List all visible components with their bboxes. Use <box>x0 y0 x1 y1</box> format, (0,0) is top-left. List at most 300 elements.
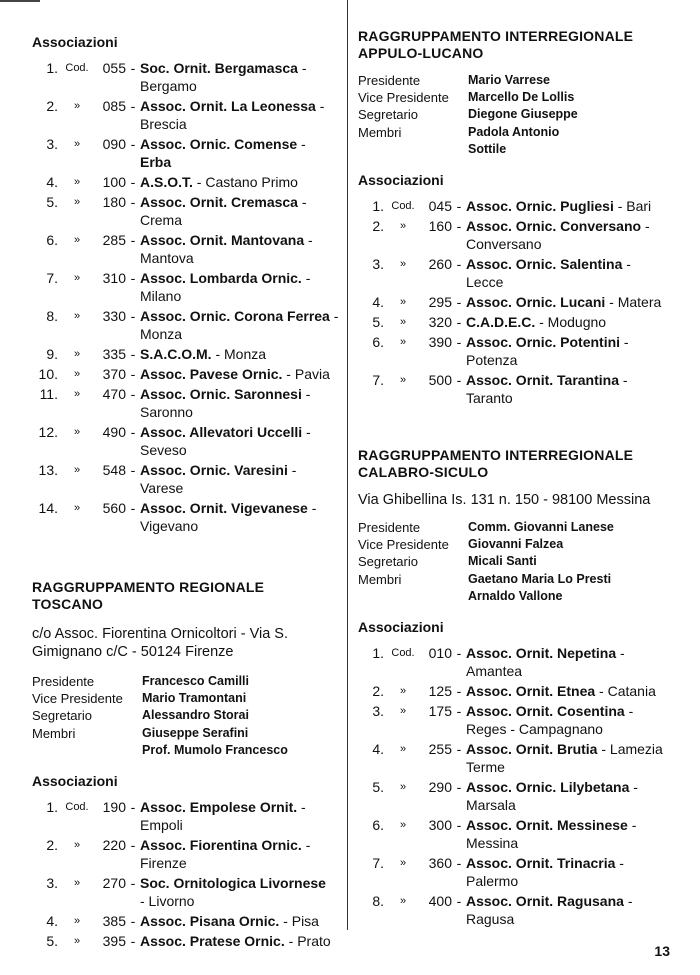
association-tail: - <box>297 60 307 76</box>
item-text <box>466 293 676 311</box>
officer-row <box>358 72 676 89</box>
item-code-mark: » <box>73 935 81 948</box>
item-number: 5. <box>46 194 58 210</box>
item-text <box>466 740 676 776</box>
item-code-mark: » <box>399 316 407 329</box>
officer-name: Diegone Giuseppe <box>468 107 578 122</box>
item-number: 9. <box>46 346 58 362</box>
item-number: 12. <box>38 424 58 440</box>
item-dash: - <box>130 232 136 248</box>
list-item <box>358 313 676 331</box>
item-code-mark: » <box>399 336 407 349</box>
officer-row <box>32 690 342 707</box>
item-code: 390 <box>428 334 452 351</box>
association-name: Assoc. Ornic. Pugliesi <box>466 198 614 215</box>
association-tail: - <box>304 232 313 248</box>
item-code: 220 <box>102 837 126 854</box>
item-dash: - <box>456 741 462 758</box>
item-code-mark: » <box>73 426 81 438</box>
item-dash: - <box>130 174 136 190</box>
association-name: Assoc. Ornit. La Leonessa <box>140 98 316 114</box>
list-item <box>32 365 342 383</box>
association-name: Assoc. Ornit. Mantovana <box>140 232 305 248</box>
item-code: 335 <box>102 346 126 362</box>
item-code-mark: » <box>73 138 81 150</box>
item-code-mark: » <box>399 685 407 698</box>
item-number: 11. <box>39 386 58 402</box>
item-code: 385 <box>102 913 126 930</box>
item-code: 295 <box>428 294 452 311</box>
association-tail: - <box>622 256 631 273</box>
association-name: Assoc. Pratese Ornic. <box>140 933 285 950</box>
association-name: Assoc. Ornic. Comense <box>140 136 298 152</box>
item-number: 2. <box>372 683 384 700</box>
association-name: A.S.O.T. <box>140 174 193 190</box>
item-code-mark: » <box>399 743 407 756</box>
association-tail: - <box>641 218 650 235</box>
association-name: Assoc. Ornic. Salentina <box>466 256 623 273</box>
list-item <box>358 740 676 776</box>
item-code: 255 <box>428 741 452 758</box>
section-heading-associazioni: Associazioni <box>32 773 118 790</box>
officer-role: Vice Presidente <box>32 691 123 707</box>
item-code-mark: » <box>73 368 81 380</box>
item-dash: - <box>456 334 462 351</box>
list-item <box>32 173 342 191</box>
item-dash: - <box>456 779 462 796</box>
item-code: 500 <box>428 372 452 389</box>
item-text <box>140 798 342 834</box>
item-code: 055 <box>102 60 126 76</box>
item-code-mark: » <box>73 176 81 188</box>
officer-role: Presidente <box>358 520 421 536</box>
officer-row <box>358 106 676 123</box>
item-code: 320 <box>428 314 452 331</box>
section-heading-associazioni: Associazioni <box>358 619 444 636</box>
section-heading-calabro <box>358 447 676 481</box>
item-text <box>466 702 676 738</box>
item-dash: - <box>456 645 462 662</box>
list-item <box>358 333 676 369</box>
association-name: Assoc. Ornit. Brutia <box>466 741 598 758</box>
section-heading-appulo <box>358 28 676 62</box>
item-text <box>466 333 676 369</box>
item-text <box>466 255 676 291</box>
item-code: 300 <box>428 817 452 834</box>
item-code: 395 <box>102 933 126 950</box>
item-dash: - <box>456 703 462 720</box>
officer-role: Presidente <box>358 73 421 88</box>
association-location: Saronno <box>140 404 193 420</box>
officer-name: Prof. Mumolo Francesco <box>142 742 288 757</box>
item-code-mark: » <box>73 464 81 476</box>
list-item <box>32 836 342 872</box>
item-code: 360 <box>428 855 452 872</box>
association-tail: - Prato <box>284 933 331 950</box>
item-number: 2. <box>46 837 58 854</box>
list-item <box>32 193 342 229</box>
heading-line: TOSCANO <box>32 596 104 612</box>
item-dash: - <box>130 913 136 930</box>
list-item <box>32 269 342 305</box>
item-number: 14. <box>38 500 58 516</box>
heading-line: RAGGRUPPAMENTO REGIONALE <box>32 579 265 595</box>
item-code-mark: » <box>399 296 407 309</box>
officer-name: Arnaldo Vallone <box>468 588 563 603</box>
item-text <box>140 874 342 910</box>
association-name: S.A.C.O.M. <box>140 346 212 362</box>
item-code-mark: » <box>73 100 81 112</box>
address: c/o Assoc. Fiorentina Ornicoltori - Via S. Gimignano c/C - 50124 Firenze <box>32 626 289 660</box>
item-text <box>140 499 342 535</box>
item-number: 10. <box>38 366 58 382</box>
officer-row <box>32 673 342 690</box>
item-code-mark: » <box>399 895 407 908</box>
association-location: - Livorno <box>140 893 195 910</box>
item-number: 4. <box>372 741 384 758</box>
item-code-mark: » <box>399 857 407 870</box>
association-tail: - Castano Primo <box>192 174 298 190</box>
left-column <box>32 0 342 952</box>
item-code: 190 <box>102 799 126 816</box>
association-name: Assoc. Ornit. Cosentina <box>466 703 625 720</box>
list-item <box>32 307 342 343</box>
association-location: Firenze <box>140 855 187 872</box>
item-text <box>140 135 342 171</box>
list-item <box>358 644 676 680</box>
association-tail: - Lamezia Terme <box>466 741 663 776</box>
item-text <box>140 912 342 930</box>
item-code: 175 <box>428 703 452 720</box>
item-dash: - <box>130 462 136 478</box>
column-divider <box>347 0 348 930</box>
officer-name: Marcello De Lollis <box>468 90 575 105</box>
item-code: 270 <box>102 875 126 892</box>
association-name: Assoc. Empolese Ornit. <box>140 799 298 816</box>
item-code-mark: Cod. <box>65 62 89 74</box>
item-code-mark: » <box>399 258 407 271</box>
item-text <box>140 345 342 363</box>
item-code-mark: » <box>73 839 81 852</box>
list-item <box>32 798 342 834</box>
association-name: Soc. Ornit. Bergamasca <box>140 60 298 76</box>
officer-name: Micali Santi <box>468 554 537 569</box>
item-text <box>140 423 342 459</box>
association-tail: - <box>301 837 311 854</box>
item-text <box>140 173 342 191</box>
item-code-mark: » <box>73 196 81 208</box>
heading-line: CALABRO-SICULO <box>358 464 489 481</box>
association-name: Assoc. Allevatori Uccelli <box>140 424 303 440</box>
item-code: 560 <box>102 500 126 516</box>
item-number: 6. <box>372 817 384 834</box>
association-name: Assoc. Lombarda Ornic. <box>140 270 302 286</box>
item-code-mark: » <box>73 502 81 514</box>
association-location: Messina <box>466 835 519 852</box>
item-code: 310 <box>102 270 126 286</box>
officer-name: Alessandro Storai <box>142 708 249 723</box>
item-text <box>140 59 342 95</box>
item-text <box>466 371 676 407</box>
list-item <box>32 912 342 930</box>
officer-role <box>32 742 142 759</box>
association-tail: - <box>297 799 306 816</box>
item-text <box>466 217 676 253</box>
item-number: 13. <box>38 462 58 478</box>
item-number: 3. <box>372 703 384 720</box>
association-name: Assoc. Ornic. Saronnesi <box>140 386 302 402</box>
officers-table <box>358 72 676 158</box>
item-code-mark: Cod. <box>391 647 415 660</box>
item-code-mark: » <box>73 388 81 400</box>
list-item <box>32 499 342 535</box>
item-number: 6. <box>46 232 58 248</box>
item-code: 370 <box>102 366 126 382</box>
association-tail: - <box>297 136 306 152</box>
item-text <box>140 461 342 497</box>
list-item <box>32 874 342 910</box>
item-number: 8. <box>372 893 384 910</box>
list-item <box>358 778 676 814</box>
officer-name: Mario Tramontani <box>142 691 247 706</box>
list-item <box>32 345 342 363</box>
address: Via Ghibellina Is. 131 n. 150 - 98100 Messina <box>358 492 651 509</box>
officer-role <box>358 588 468 605</box>
association-name: Assoc. Ornic. Lucani <box>466 294 606 311</box>
association-name: Assoc. Ornit. Cremasca <box>140 194 298 210</box>
list-item <box>32 231 342 267</box>
item-code: 125 <box>428 683 452 700</box>
item-code-mark: » <box>73 234 81 246</box>
list-item <box>32 385 342 421</box>
item-code: 285 <box>102 232 126 248</box>
association-location: Marsala <box>466 797 516 814</box>
item-text <box>140 193 342 229</box>
officer-role: Segretario <box>32 708 92 724</box>
item-dash: - <box>130 270 136 286</box>
association-location: Seveso <box>140 442 187 458</box>
item-dash: - <box>130 875 136 892</box>
item-dash: - <box>130 346 136 362</box>
association-tail: - Pavia <box>282 366 330 382</box>
heading-line: APPULO-LUCANO <box>358 45 484 61</box>
association-name: Assoc. Ornit. Messinese <box>466 817 628 834</box>
item-number: 5. <box>372 314 384 331</box>
item-code: 400 <box>428 893 452 910</box>
right-column <box>358 0 676 930</box>
item-code: 180 <box>102 194 126 210</box>
officer-name: Mario Varrese <box>468 73 550 87</box>
item-code-mark: Cod. <box>391 200 415 213</box>
item-code-mark: » <box>73 272 81 284</box>
officer-role: Membri <box>358 124 402 140</box>
list-item <box>32 932 342 950</box>
item-number: 3. <box>46 136 58 152</box>
item-dash: - <box>130 194 136 210</box>
item-text <box>140 385 342 421</box>
item-dash: - <box>456 198 462 215</box>
association-tail: - <box>302 424 311 440</box>
item-code-mark: » <box>73 348 81 360</box>
officer-row <box>32 725 342 742</box>
association-name: Assoc. Ornit. Tarantina <box>466 372 619 389</box>
item-dash: - <box>456 294 462 311</box>
association-tail: - <box>297 194 307 210</box>
item-dash: - <box>130 424 136 440</box>
section-heading-associazioni: Associazioni <box>358 172 444 189</box>
officer-row <box>32 707 342 724</box>
association-location: Reges - Campagnano <box>466 721 603 738</box>
list-item <box>358 702 676 738</box>
officer-row <box>32 742 342 759</box>
association-tail: - <box>624 703 634 720</box>
item-text <box>140 932 342 950</box>
association-tail: - Amantea <box>466 645 625 680</box>
item-dash: - <box>130 98 136 114</box>
officer-name: Giuseppe Serafini <box>142 725 249 740</box>
officer-name: Comm. Giovanni Lanese <box>468 520 614 535</box>
item-dash: - <box>130 60 136 76</box>
item-text <box>140 269 342 305</box>
item-number: 7. <box>372 372 384 389</box>
section-heading-associazioni: Associazioni <box>32 34 118 50</box>
item-number: 4. <box>46 913 58 930</box>
officer-row <box>358 588 676 605</box>
item-text <box>466 892 676 928</box>
item-dash: - <box>130 136 136 152</box>
list-item <box>358 217 676 253</box>
association-tail: - Monza <box>211 346 267 362</box>
item-dash: - <box>130 933 136 950</box>
association-location: Brescia <box>140 116 187 132</box>
item-text <box>466 682 676 700</box>
item-code: 260 <box>428 256 452 273</box>
association-tail: - <box>315 98 325 114</box>
officer-row <box>358 519 676 536</box>
item-number: 2. <box>46 98 58 114</box>
association-location: Erba <box>140 154 172 170</box>
item-number: 7. <box>46 270 58 286</box>
association-name: Assoc. Ornit. Vigevanese <box>140 500 308 516</box>
item-text <box>140 365 342 383</box>
association-tail: - <box>307 500 317 516</box>
item-number: 1. <box>46 799 58 816</box>
item-number: 1. <box>46 60 58 76</box>
association-location: Crema <box>140 212 183 228</box>
item-code: 330 <box>102 308 126 324</box>
officer-role: Segretario <box>358 554 418 570</box>
association-name: Assoc. Ornic. Corona Ferrea <box>140 308 330 324</box>
officer-row <box>358 553 676 570</box>
item-dash: - <box>456 683 462 700</box>
officer-row <box>358 89 676 106</box>
item-number: 5. <box>372 779 384 796</box>
association-list-toscano <box>32 798 342 950</box>
association-tail: - Matera <box>605 294 662 311</box>
officer-name: Giovanni Falzea <box>468 537 564 552</box>
association-location: Bergamo <box>140 78 197 94</box>
officer-role: Segretario <box>358 107 418 123</box>
item-text <box>466 313 676 331</box>
item-code-mark: » <box>399 220 407 233</box>
section-heading-toscano <box>32 579 342 613</box>
association-tail: - <box>627 817 637 834</box>
officers-table <box>358 519 676 605</box>
item-dash: - <box>456 893 462 910</box>
association-tail: - Pisa <box>279 913 319 930</box>
list-item <box>32 97 342 133</box>
officer-row <box>358 571 676 588</box>
item-dash: - <box>456 218 462 235</box>
association-list-calabro <box>358 644 676 928</box>
item-number: 1. <box>372 198 384 215</box>
association-tail: - Monza <box>140 308 339 342</box>
heading-line: RAGGRUPPAMENTO INTERREGIONALE <box>358 447 634 464</box>
association-tail: - <box>301 270 311 286</box>
item-text <box>466 778 676 814</box>
list-item <box>358 892 676 928</box>
item-dash: - <box>130 366 136 382</box>
item-number: 8. <box>46 308 58 324</box>
item-number: 3. <box>372 256 384 273</box>
item-code-mark: » <box>73 877 81 890</box>
association-tail: - Palermo <box>466 855 624 890</box>
association-name: Assoc. Pisana Ornic. <box>140 913 280 930</box>
item-dash: - <box>130 500 136 516</box>
association-name: Assoc. Ornic. Conversano <box>466 218 642 235</box>
officer-name: Sottile <box>468 141 507 156</box>
officer-row <box>358 141 676 158</box>
item-text <box>466 854 676 890</box>
item-number: 6. <box>372 334 384 351</box>
officer-row <box>358 124 676 141</box>
association-location: Vigevano <box>140 518 199 534</box>
item-code: 045 <box>428 198 452 215</box>
item-code-mark: » <box>73 310 81 322</box>
item-number: 4. <box>372 294 384 311</box>
association-list-lombardo <box>32 59 342 535</box>
item-dash: - <box>130 837 136 854</box>
list-item <box>32 59 342 95</box>
association-name: Assoc. Pavese Ornic. <box>140 366 283 382</box>
officer-name: Padola Antonio <box>468 124 560 139</box>
item-code-mark: » <box>399 374 407 387</box>
item-dash: - <box>456 256 462 273</box>
list-item <box>358 255 676 291</box>
item-text <box>140 231 342 267</box>
item-dash: - <box>456 314 462 331</box>
association-name: Assoc. Fiorentina Ornic. <box>140 837 302 854</box>
association-name: C.A.D.E.C. <box>466 314 536 331</box>
association-location: Mantova <box>140 250 194 266</box>
item-dash: - <box>456 855 462 872</box>
item-dash: - <box>130 308 136 324</box>
item-code: 470 <box>102 386 126 402</box>
association-name: Assoc. Ornit. Nepetina <box>466 645 617 662</box>
officer-role: Membri <box>358 571 402 587</box>
officer-role: Vice Presidente <box>358 90 449 106</box>
officer-name: Gaetano Maria Lo Presti <box>468 571 612 586</box>
item-code: 085 <box>102 98 126 114</box>
association-tail: - Modugno <box>535 314 607 331</box>
item-number: 4. <box>46 174 58 190</box>
association-name: Assoc. Ornit. Trinacria <box>466 855 616 872</box>
item-code: 010 <box>428 645 452 662</box>
item-number: 1. <box>372 645 384 662</box>
item-code-mark: » <box>73 915 81 928</box>
item-code: 490 <box>102 424 126 440</box>
page-number: 13 <box>654 943 670 959</box>
